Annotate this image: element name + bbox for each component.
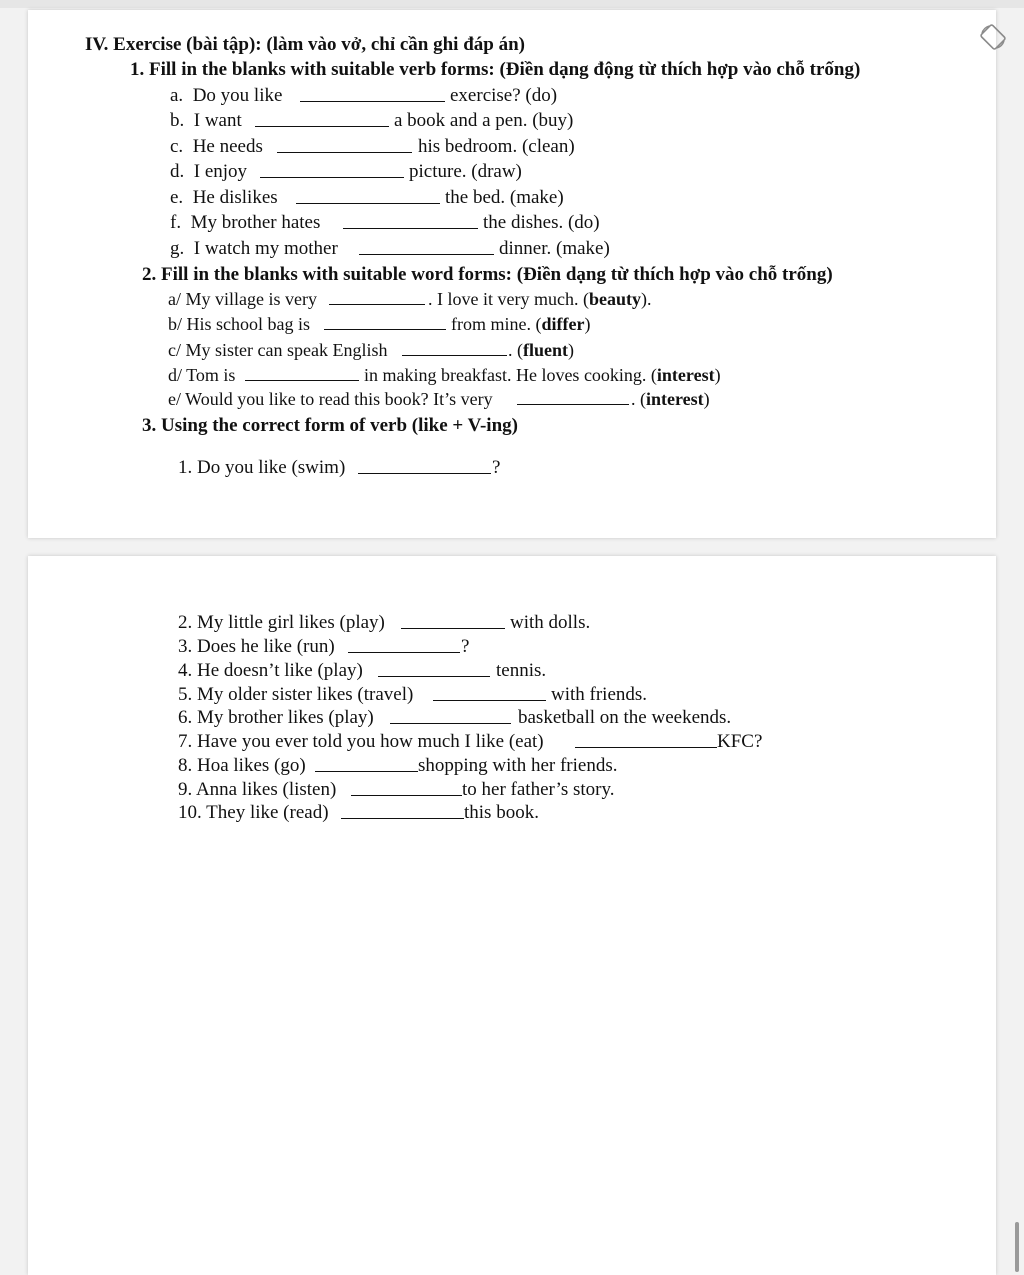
item-text: 1. Do you like (swim) <box>178 457 346 478</box>
answer-blank <box>390 707 511 730</box>
item-text: to her father’s story. <box>462 779 615 800</box>
answer-blank <box>315 755 418 778</box>
item-text: . I love it very much. (beauty). <box>428 289 652 309</box>
section-2-title: 2. Fill in the blanks with suitable word forms: (Điền dạng từ thích hợp vào chỗ trống) <box>142 264 833 285</box>
item-text: his bedroom. (clean) <box>418 136 575 157</box>
item-text: from mine. (differ) <box>451 314 591 334</box>
item-text: this book. <box>464 802 539 823</box>
item-text: 4. He doesn’t like (play) <box>178 660 363 681</box>
item-text: with friends. <box>551 684 648 705</box>
item-text: shopping with her friends. <box>418 755 618 776</box>
document-page-1 <box>28 10 996 538</box>
item-text: the bed. (make) <box>445 187 564 208</box>
item-text: . (fluent) <box>508 340 574 360</box>
list-item: g. I watch my mother <box>170 238 338 259</box>
item-text: KFC? <box>717 731 763 752</box>
list-item: d. I enjoy <box>170 161 248 182</box>
section-1-title: 1. Fill in the blanks with suitable verb forms: (Điền dạng động từ thích hợp vào chỗ trống) <box>130 59 861 80</box>
answer-blank <box>575 731 717 754</box>
item-text: c/ My sister can speak English <box>168 340 388 360</box>
rotate-icon[interactable] <box>978 22 1008 52</box>
answer-blank <box>300 85 445 108</box>
item-text: 3. Does he like (run) <box>178 636 335 657</box>
viewer-top-bar <box>0 0 1024 8</box>
item-text: 6. My brother likes (play) <box>178 707 374 728</box>
item-text: a/ My village is very <box>168 289 317 309</box>
item-text: ? <box>461 636 470 657</box>
list-item: b. I want <box>170 110 242 131</box>
answer-blank <box>433 684 546 707</box>
item-text: 9. Anna likes (listen) <box>178 779 337 800</box>
answer-blank <box>348 636 460 659</box>
item-text: dinner. (make) <box>499 238 610 259</box>
item-text: 7. Have you ever told you how much I like (eat) <box>178 731 544 752</box>
exercise-header: IV. Exercise (bài tập): (làm vào vở, chỉ cần ghi đáp án) <box>85 34 525 55</box>
answer-blank <box>341 802 464 825</box>
item-text: d/ Tom is <box>168 365 236 385</box>
item-text: in making breakfast. He loves cooking. (interest) <box>364 365 721 385</box>
item-text: basketball on the weekends. <box>518 707 732 728</box>
document-page-2 <box>28 556 996 1275</box>
list-item: c. He needs <box>170 136 263 157</box>
list-item: a. Do you like <box>170 85 283 106</box>
answer-blank <box>401 612 505 635</box>
list-item: f. My brother hates <box>170 212 321 233</box>
item-text: b/ His school bag is <box>168 314 310 334</box>
answer-blank <box>277 136 412 159</box>
answer-blank <box>296 187 440 210</box>
answer-blank <box>260 161 404 184</box>
item-text: with dolls. <box>510 612 591 633</box>
answer-blank <box>329 288 425 311</box>
answer-blank <box>378 660 490 683</box>
item-text: the dishes. (do) <box>483 212 600 233</box>
item-text: exercise? (do) <box>450 85 558 106</box>
answer-blank <box>255 110 389 133</box>
answer-blank <box>358 457 491 480</box>
list-item: e. He dislikes <box>170 187 278 208</box>
answer-blank <box>324 313 446 336</box>
answer-blank <box>402 339 507 362</box>
item-text: picture. (draw) <box>409 161 522 182</box>
answer-blank <box>245 364 359 387</box>
section-3-title: 3. Using the correct form of verb (like + V-ing) <box>142 415 518 436</box>
answer-blank <box>343 212 478 235</box>
item-text: 5. My older sister likes (travel) <box>178 684 414 705</box>
item-text: tennis. <box>496 660 547 681</box>
scrollbar-thumb[interactable] <box>1015 1222 1019 1272</box>
item-text: 2. My little girl likes (play) <box>178 612 385 633</box>
answer-blank <box>351 779 462 802</box>
item-text: ? <box>492 457 501 478</box>
item-text: 8. Hoa likes (go) <box>178 755 306 776</box>
item-text: a book and a pen. (buy) <box>394 110 574 131</box>
item-text: 10. They like (read) <box>178 802 329 823</box>
answer-blank <box>517 388 629 411</box>
answer-blank <box>359 238 494 261</box>
item-text: . (interest) <box>631 389 710 409</box>
item-text: e/ Would you like to read this book? It’s very <box>168 389 493 409</box>
